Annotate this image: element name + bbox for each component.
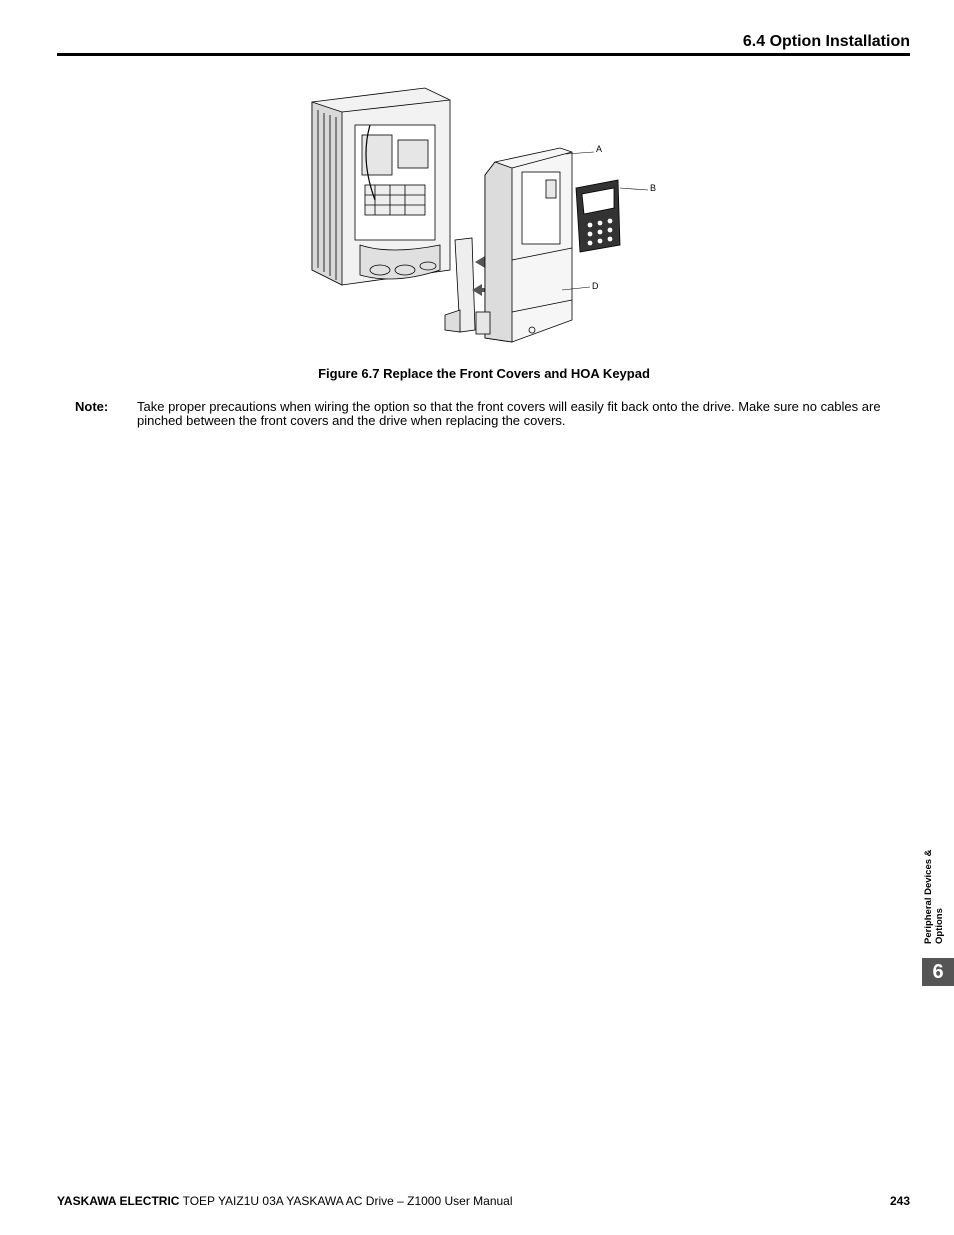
side-tab-line-2: Options (934, 908, 945, 944)
chapter-tab: 6 (922, 958, 954, 986)
footer-doc: TOEP YAIZ1U 03A YASKAWA AC Drive – Z1000 User Manual (179, 1194, 513, 1208)
page-number: 243 (889, 1194, 910, 1208)
callout-b: B (650, 183, 657, 193)
note-text: Take proper precautions when wiring the option so that the front covers will easily fit back onto the drive. Make sure no cables are pinched between the front covers and the drive when replacing the covers. (137, 399, 881, 428)
header-rule (57, 53, 910, 56)
hoa-keypad-drawing (576, 180, 620, 252)
section-title: 6.4 Option Installation (742, 33, 910, 50)
figure-caption: Figure 6.7 Replace the Front Covers and HOA Keypad (318, 366, 650, 381)
callout-a: A (596, 144, 603, 154)
callout-d: D (592, 281, 599, 291)
figure-illustration (300, 80, 670, 350)
footer-brand: YASKAWA ELECTRIC (57, 1194, 180, 1208)
drive-chassis-drawing (312, 88, 450, 285)
side-tab-label (921, 826, 949, 946)
note-label: Note: (75, 399, 109, 414)
front-cover-drawing (476, 148, 572, 342)
side-tab-line-1: Peripheral Devices & (923, 849, 934, 944)
page-footer (57, 1194, 910, 1208)
